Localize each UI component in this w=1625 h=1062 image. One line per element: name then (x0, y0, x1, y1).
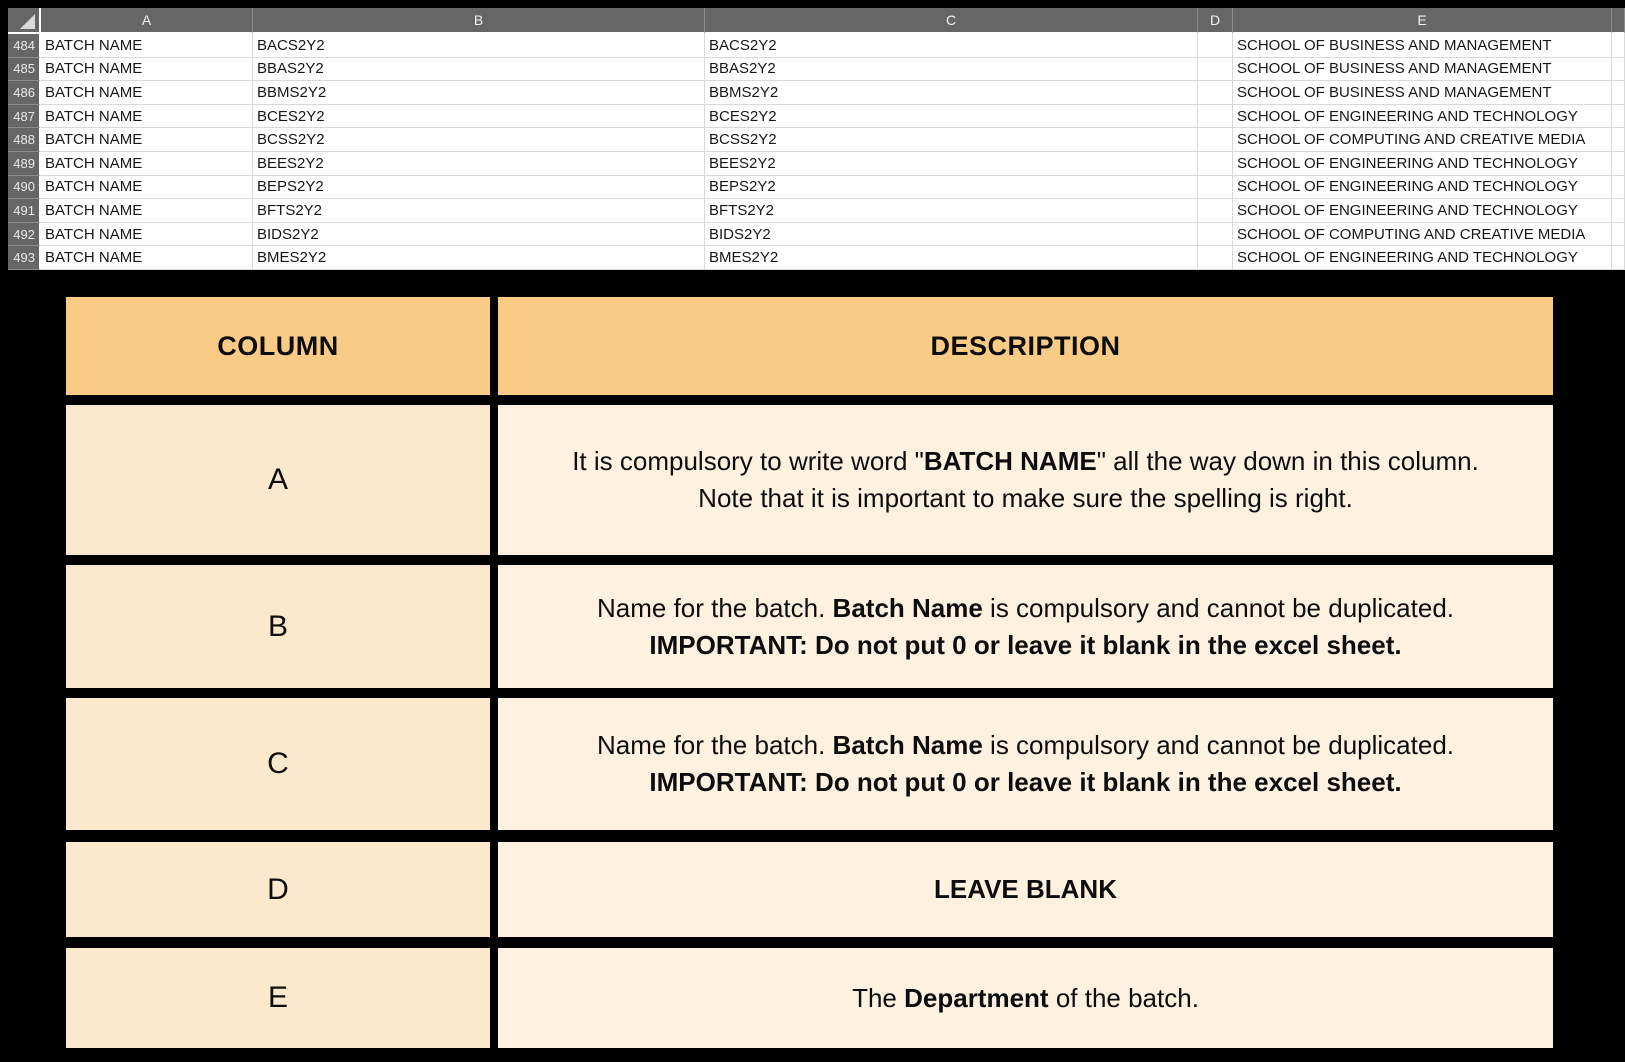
cell-c-485[interactable]: BBAS2Y2 (705, 58, 1198, 82)
row-header-492[interactable]: 492 (8, 223, 41, 247)
guide-description-line: IMPORTANT: Do not put 0 or leave it blank in the excel sheet. (649, 629, 1402, 660)
cell-e-490[interactable]: SCHOOL OF ENGINEERING AND TECHNOLOGY (1233, 176, 1612, 200)
cell-b-493[interactable]: BMES2Y2 (253, 246, 705, 270)
guide-description-line: Note that it is important to make sure the spelling is right. (698, 483, 1353, 513)
cell-a-488[interactable]: BATCH NAME (41, 128, 253, 152)
guide-header-row (66, 297, 1553, 395)
cell-a-492[interactable]: BATCH NAME (41, 223, 253, 247)
cell-c-486[interactable]: BBMS2Y2 (705, 81, 1198, 105)
row-header-491[interactable]: 491 (8, 199, 41, 223)
cell-b-488[interactable]: BCSS2Y2 (253, 128, 705, 152)
cell-b-485[interactable]: BBAS2Y2 (253, 58, 705, 82)
row-header-484[interactable]: 484 (8, 34, 41, 58)
column-header-b[interactable]: B (253, 8, 705, 34)
cell-c-491[interactable]: BFTS2Y2 (705, 199, 1198, 223)
cell-c-484[interactable]: BACS2Y2 (705, 34, 1198, 58)
guide-description-cell-a (498, 405, 1553, 555)
column-header-c[interactable]: C (705, 8, 1198, 34)
cell-c-487[interactable]: BCES2Y2 (705, 105, 1198, 129)
guide-description-line: It is compulsory to write word "BATCH NAME" all the way down in this column. (572, 446, 1479, 476)
guide-header-column-cell: COLUMN (66, 297, 490, 395)
cell-b-486[interactable]: BBMS2Y2 (253, 81, 705, 105)
cell-e-491[interactable]: SCHOOL OF ENGINEERING AND TECHNOLOGY (1233, 199, 1612, 223)
guide-description-cell-d (498, 842, 1553, 937)
cell-c-488[interactable]: BCSS2Y2 (705, 128, 1198, 152)
cell-e-489[interactable]: SCHOOL OF ENGINEERING AND TECHNOLOGY (1233, 152, 1612, 176)
column-header-e[interactable]: E (1233, 8, 1612, 34)
cell-b-491[interactable]: BFTS2Y2 (253, 199, 705, 223)
cell-a-489[interactable]: BATCH NAME (41, 152, 253, 176)
cell-a-493[interactable]: BATCH NAME (41, 246, 253, 270)
cell-e-486[interactable]: SCHOOL OF BUSINESS AND MANAGEMENT (1233, 81, 1612, 105)
cell-b-489[interactable]: BEES2Y2 (253, 152, 705, 176)
guide-letter-cell-c: C (66, 698, 490, 830)
cell-b-484[interactable]: BACS2Y2 (253, 34, 705, 58)
guide-description-cell-c (498, 698, 1553, 830)
column-header-d[interactable]: D (1198, 8, 1233, 34)
row-header-487[interactable]: 487 (8, 105, 41, 129)
cell-a-487[interactable]: BATCH NAME (41, 105, 253, 129)
row-header-490[interactable]: 490 (8, 176, 41, 200)
cell-c-493[interactable]: BMES2Y2 (705, 246, 1198, 270)
row-header-493[interactable]: 493 (8, 246, 41, 270)
cell-a-484[interactable]: BATCH NAME (41, 34, 253, 58)
cell-b-487[interactable]: BCES2Y2 (253, 105, 705, 129)
cell-e-484[interactable]: SCHOOL OF BUSINESS AND MANAGEMENT (1233, 34, 1612, 58)
column-header-a[interactable]: A (41, 8, 253, 34)
row-header-488[interactable]: 488 (8, 128, 41, 152)
guide-description-line: Name for the batch. Batch Name is compulsory and cannot be duplicated. (596, 730, 1455, 760)
row-header-486[interactable]: 486 (8, 81, 41, 105)
guide-row-a (66, 405, 1553, 555)
guide-row-b (66, 565, 1553, 688)
cell-a-485[interactable]: BATCH NAME (41, 58, 253, 82)
guide-row-c (66, 698, 1553, 830)
guide-description-line: LEAVE BLANK (934, 874, 1117, 904)
cell-e-492[interactable]: SCHOOL OF COMPUTING AND CREATIVE MEDIA (1233, 223, 1612, 247)
guide-description-line: Name for the batch. Batch Name is compulsory and cannot be duplicated. (596, 592, 1455, 623)
guide-description-cell-b (498, 565, 1553, 688)
guide-row-e (66, 948, 1553, 1048)
row-header-489[interactable]: 489 (8, 152, 41, 176)
row-header-485[interactable]: 485 (8, 58, 41, 82)
cell-a-491[interactable]: BATCH NAME (41, 199, 253, 223)
cell-e-488[interactable]: SCHOOL OF COMPUTING AND CREATIVE MEDIA (1233, 128, 1612, 152)
guide-letter-cell-b: B (66, 565, 490, 688)
cell-c-489[interactable]: BEES2Y2 (705, 152, 1198, 176)
cell-e-487[interactable]: SCHOOL OF ENGINEERING AND TECHNOLOGY (1233, 105, 1612, 129)
cell-c-492[interactable]: BIDS2Y2 (705, 223, 1198, 247)
guide-description-line: IMPORTANT: Do not put 0 or leave it blank in the excel sheet. (649, 767, 1402, 797)
guide-letter-cell-d: D (66, 842, 490, 937)
cell-a-490[interactable]: BATCH NAME (41, 176, 253, 200)
guide-letter-cell-e: E (66, 948, 490, 1048)
cell-b-490[interactable]: BEPS2Y2 (253, 176, 705, 200)
guide-header-description-cell: DESCRIPTION (498, 297, 1553, 395)
guide-letter-cell-a: A (66, 405, 490, 555)
cell-e-485[interactable]: SCHOOL OF BUSINESS AND MANAGEMENT (1233, 58, 1612, 82)
cell-c-490[interactable]: BEPS2Y2 (705, 176, 1198, 200)
cell-a-486[interactable]: BATCH NAME (41, 81, 253, 105)
cell-b-492[interactable]: BIDS2Y2 (253, 223, 705, 247)
guide-description-line: The Department of the batch. (852, 982, 1199, 1013)
cell-e-493[interactable]: SCHOOL OF ENGINEERING AND TECHNOLOGY (1233, 246, 1612, 270)
guide-row-d (66, 842, 1553, 937)
guide-description-cell-e (498, 948, 1553, 1048)
